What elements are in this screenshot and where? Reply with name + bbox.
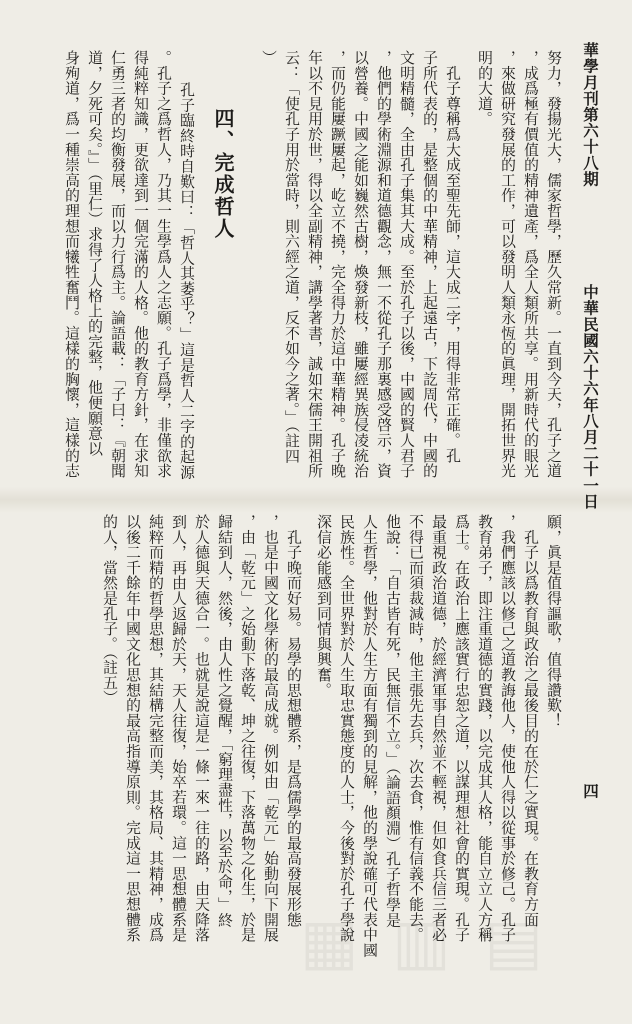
section-heading: 四、完成哲人	[211, 108, 235, 240]
text-column: 。孔子之爲哲人，乃其一生學爲人之志願。孔子爲學，非僅欲求	[155, 50, 172, 479]
text-column: 明的大道。	[476, 50, 493, 127]
text-column: 民族性。全世界對於人生取忠實態度的人士，今後對於孔子學說	[338, 514, 355, 943]
text-column: 到人，再由人返歸於天，天人往復，始卒若環。這一思想體系是	[170, 514, 187, 943]
text-column: 孔子晚而好易。易學的思想體系，是爲儒學的最高發展形態	[285, 514, 302, 928]
library-watermark: ▦ ▥ ▤	[300, 905, 549, 978]
text-column: 歸結到人，然後，由人性之覺醒，「窮理盡性，以至於命，」終	[216, 514, 233, 928]
text-column: 不得已而須裁減時，他主張先去兵，次去食，惟有信義不能去。	[407, 514, 424, 943]
text-column: 深信必能感到同情與興奮。	[315, 514, 332, 698]
text-column: 以營養。中國之能如巍然古樹，煥發新枝，雖屢經異族侵凌統治	[352, 50, 369, 479]
text-column: ，我們應該以修己之道教誨他人，使他人得以從事於修己。孔子	[499, 514, 516, 943]
text-column: ，而仍能屢蹶屢起，屹立不撓，完全得力於這中華精神。孔子晚	[329, 50, 346, 479]
text-column: 孔子以爲教育與政治之最後目的在於仁之實現。在教育方面	[522, 514, 539, 928]
text-column: 努力，發揚光大，儒家哲學，歷久常新。一直到今天，孔子之道	[545, 50, 562, 479]
text-column: ，來做研究發展的工作，可以發明人類永恆的眞理，開拓世界光	[499, 50, 516, 479]
text-column: ，也是中國文化學術的最高成就。例如由「乾元」始動向下開展	[262, 514, 279, 943]
text-column: 純粹而精的哲學思想，其結構完整而美，其格局、其精神，成爲	[147, 514, 164, 943]
text-column: 得純粹知識，更欲達到一個完滿的人格。他的教育方針，在求知	[132, 50, 149, 479]
text-column: 爲士。在政治上應該實行忠恕之道，以謀理想社會的實現。孔子	[453, 514, 470, 943]
text-column: 人生哲學，他對於人生方面有獨到的見解，他的學說確可代表中國	[361, 514, 378, 958]
text-column: 願，眞是值得謳歌，值得讚歎！	[545, 514, 562, 729]
page-fold-shadow	[0, 487, 632, 513]
text-column: 身殉道，爲一種崇高的理想而犧牲奮鬥。這樣的胸懷，這樣的志	[63, 50, 80, 479]
text-column: 文明精髓，全由孔子集其大成。至於孔子以後，中國的賢人君子	[398, 50, 415, 479]
text-column: 於人德與天德合一。也就是說這是一條一來一往的路，由天降落	[193, 514, 210, 943]
text-column: 他說：「自古皆有死，民無信不立。」（論語顏淵）孔子哲學是	[384, 514, 401, 928]
publication-date: 中華民國六十六年八月二十一日	[581, 284, 600, 510]
text-column: ，成爲極有價值的精神遺產，爲全人類所共享。用新時代的眼光	[522, 50, 539, 479]
text-column: ，由「乾元」之始動下落乾、坤之往復，下落萬物之化生，於是	[239, 514, 256, 943]
page-number: 四	[581, 783, 600, 800]
text-column: 年以不見用於世，得以全副精神，講學著書，誠如宋儒王開祖所	[306, 50, 323, 479]
text-column: 孔子尊稱爲大成至聖先師，這大成二字，用得非常正確。孔	[444, 50, 461, 464]
text-column: 道，夕死可矣。』」（里仁）求得了人格上的完整，他便願意以	[86, 50, 103, 457]
text-column: 以後二千餘年中國文化思想的最高指導原則。完成這一思想體系	[124, 514, 141, 943]
journal-title: 華學月刊第六十八期	[581, 42, 600, 187]
text-column: 孔子臨終時自歎曰：「哲人其萎乎？」這是哲人二字的起源	[178, 82, 195, 480]
text-column: 教育弟子，即注重道德的實踐，以完成其人格，能自立立人方稱	[476, 514, 493, 943]
text-column: ）	[260, 50, 277, 66]
text-column: 最重視政治道德，於經濟軍事自然並不輕視，但如食兵信三者必	[430, 514, 447, 943]
text-column: 的人，當然是孔子。（註五）	[101, 514, 118, 706]
text-column: ，他們的學術淵源和道德觀念，無一不從孔子那裏感受啓示，資	[375, 50, 392, 479]
text-column: 仁勇三者的均衡發展，而以力行爲主。論語載：「子曰：『朝聞	[109, 50, 126, 479]
text-column: 子所代表的，是整個的中華精神，上起遠古，下訖周代，中國的	[421, 50, 438, 479]
text-column: 云：「使孔子用於當時，則六經之道，反不如今之著。」（註四	[283, 50, 300, 464]
